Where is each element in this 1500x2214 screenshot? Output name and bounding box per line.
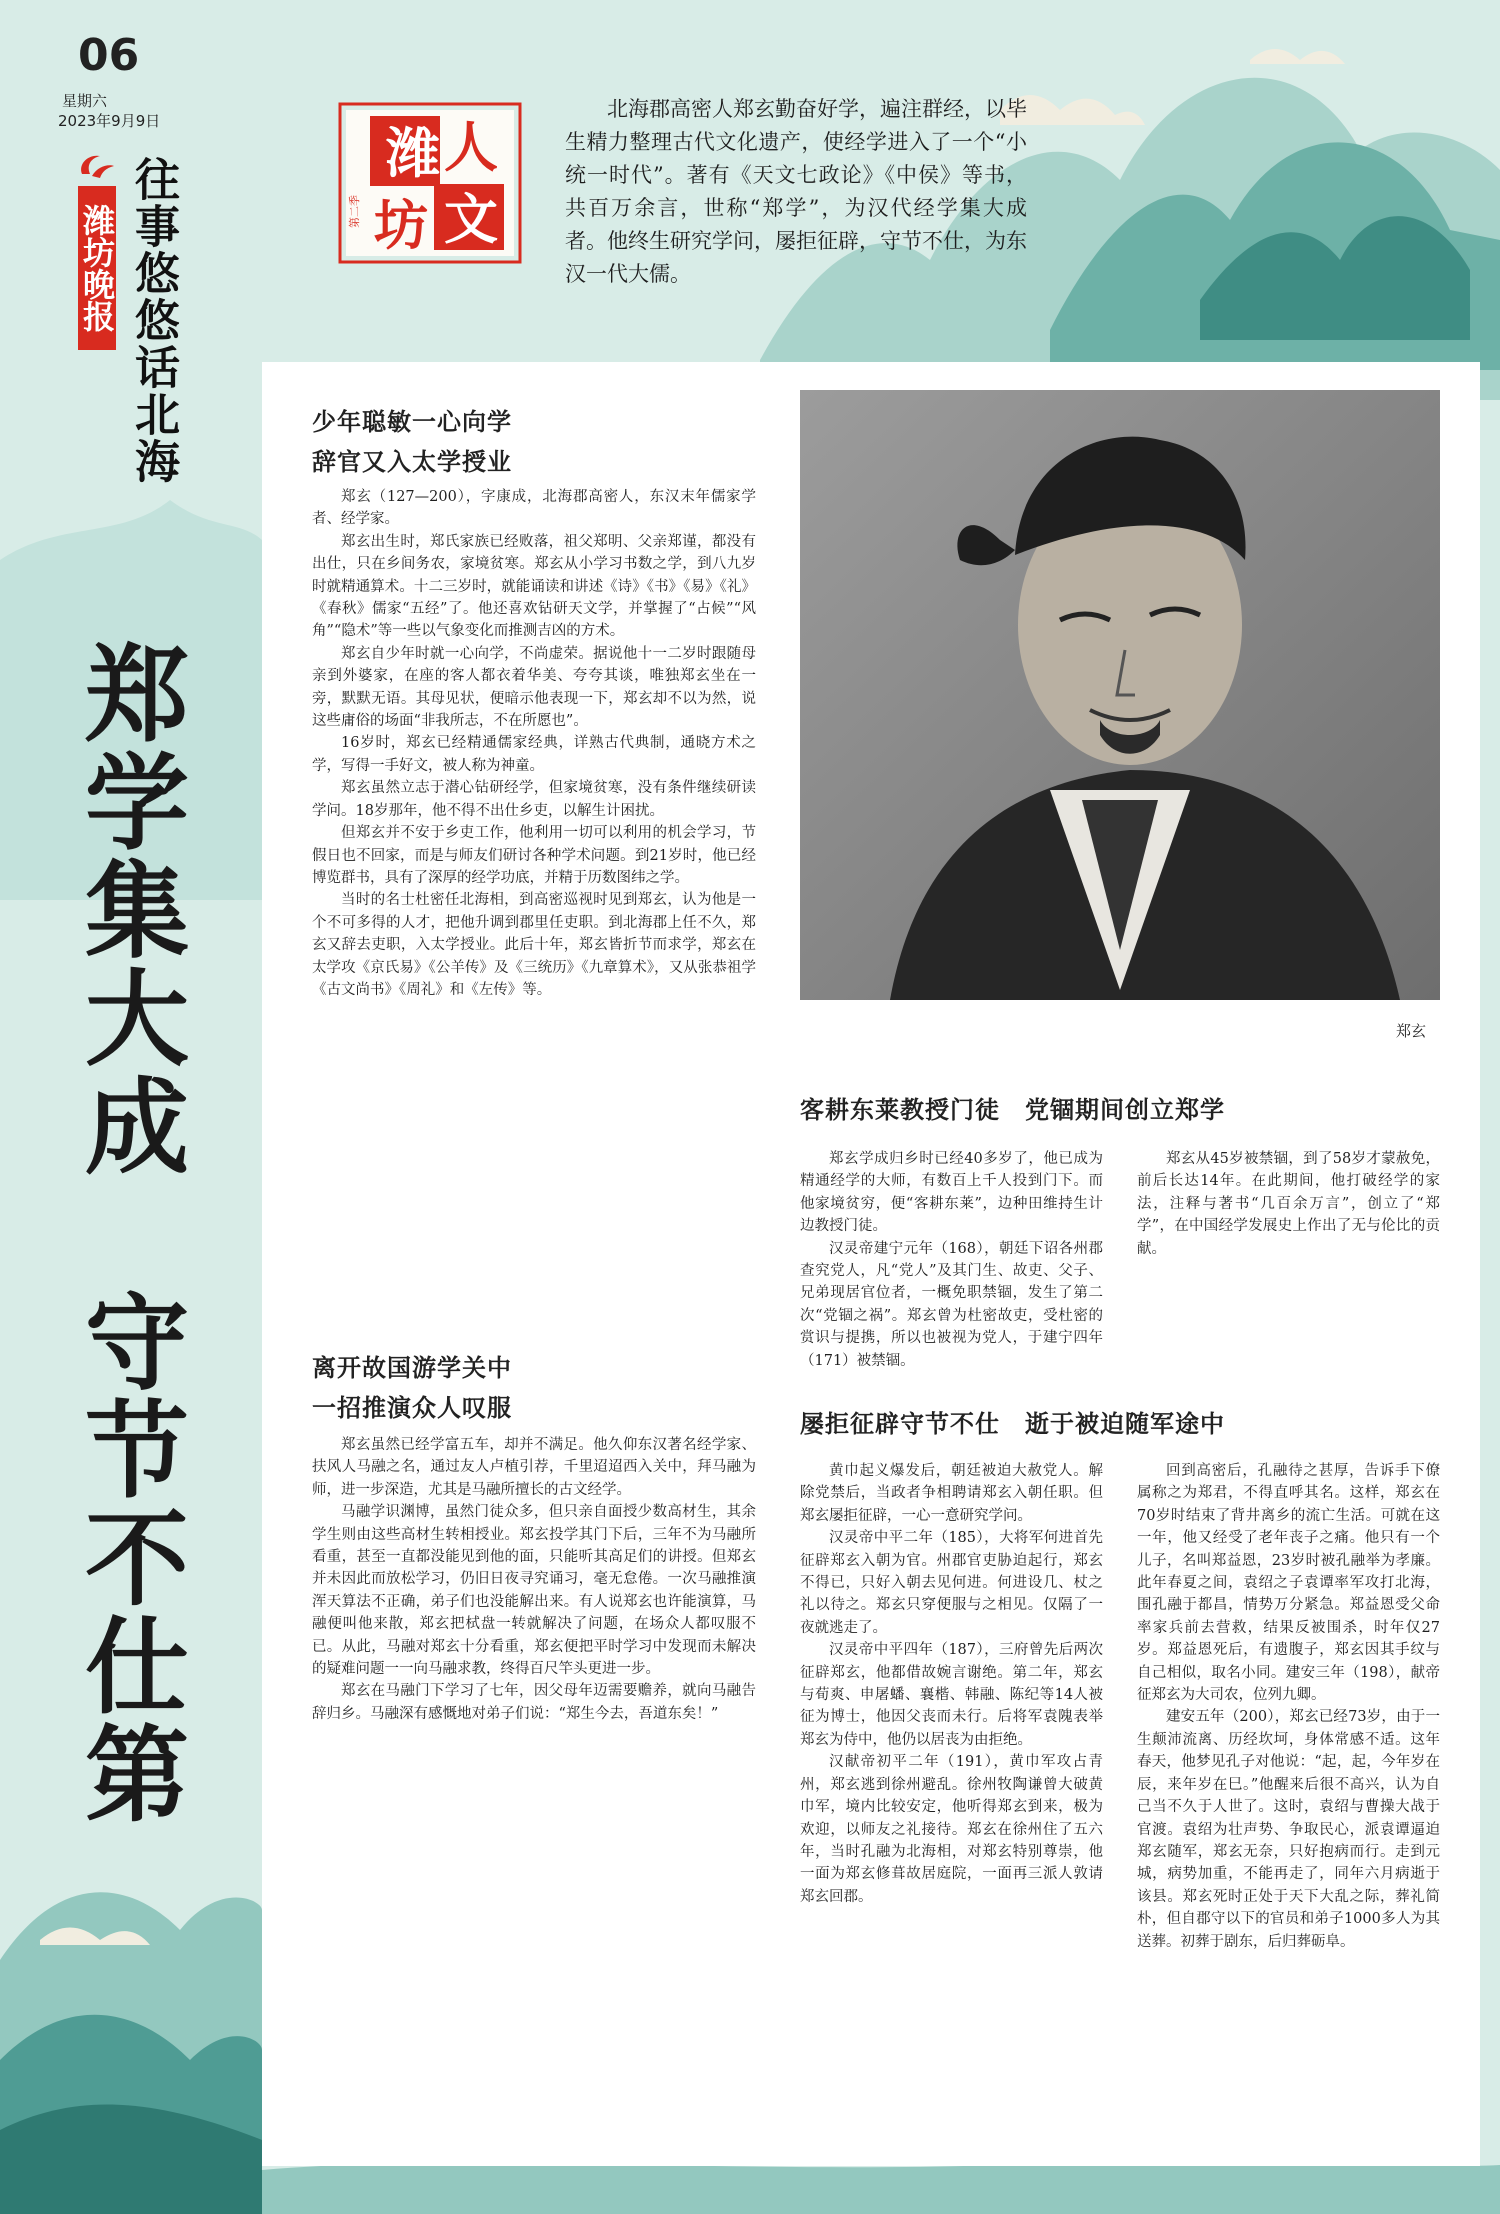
section1-title-line1: 少年聪敏一心向学: [312, 408, 512, 436]
paragraph: 汉灵帝中平四年（187），三府曾先后两次征辟郑玄，他都借故婉言谢绝。第二年，郑玄与荀爽、申屠蟠、襄楷、韩融、陈纪等14人被征为博士，他因父丧而未行。后将军袁隗表举郑玄为侍中，他仍以居丧为由拒绝。: [800, 1642, 1103, 1748]
paragraph: 黄巾起义爆发后，朝廷被迫大赦党人。解除党禁后，当政者争相聘请郑玄入朝任职。但郑玄屡拒征辟，一心一意研究学问。: [800, 1463, 1103, 1524]
paragraph: 回到高密后，孔融待之甚厚，告诉手下僚属称之为郑君，不得直呼其名。这样，郑玄在70岁时结束了背井离乡的流亡生活。可就在这一年，他又经受了老年丧子之痛。他只有一个儿子，名叫郑益恩，23岁时被孔融举为孝廉。此年春夏之间，袁绍之子袁谭率军攻打北海，围孔融于都昌，情势万分紧急。郑益恩受父命率家兵前去营救，结果反被围杀，时年仅27岁。郑益恩死后，有遗腹子，郑玄因其手纹与自己相似，取名小同。建安三年（198），献帝征郑玄为大司农，位列九卿。: [1137, 1463, 1440, 1704]
page-number: 06: [78, 30, 140, 81]
paragraph: 当时的名士杜密任北海相，到高密巡视时见到郑玄，认为他是一个不可多得的人才，把他升调到郡里任吏职。到北海郡上任不久，郑玄又辞去吏职，入太学授业。此后十年，郑玄皆折节而求学，郑玄在太学攻《京氏易》《公羊传》及《三统历》《九章算术》，又从张恭祖学《古文尚书》《周礼》和《左传》等。: [312, 892, 756, 998]
section1-body: [312, 486, 756, 1001]
section3-body-col2: [1137, 1148, 1440, 1260]
paragraph: 郑玄在马融门下学习了七年，因父母年迈需要赡养，就向马融告辞归乡。马融深有感慨地对弟子们说：“郑生今去，吾道东矣！”: [312, 1683, 756, 1722]
section4-title: 屡拒征辟守节不仕 逝于被迫随军途中: [800, 1410, 1225, 1438]
paragraph: 郑玄虽然立志于潜心钻研经学，但家境贫寒，没有条件继续研读学问。18岁那年，他不得不出仕乡吏，以解生计困扰。: [312, 780, 756, 819]
paragraph: 汉灵帝中平二年（185），大将军何进首先征辟郑玄入朝为官。州郡官吏胁迫起行，郑玄不得已，只好入朝去见何进。何进设几、杖之礼以待之。郑玄只穿便服与之相见。仅隔了一夜就逃走了。: [800, 1530, 1103, 1636]
paragraph: 郑玄从45岁被禁锢，到了58岁才蒙赦免，前后长达14年。在此期间，他打破经学的家法，注释与著书“几百余万言”，创立了“郑学”，在中国经学发展史上作出了无与伦比的贡献。: [1137, 1151, 1440, 1257]
seal-char: 潍: [386, 121, 440, 185]
column-title: 往事悠悠话北海: [127, 156, 180, 485]
newspaper-name: 潍坊晚报: [78, 186, 116, 350]
paragraph: 郑玄（127—200），字康成，北海郡高密人，东汉末年儒家学者、经学家。: [312, 489, 756, 528]
section1-title: [312, 402, 512, 482]
paragraph: 马融学识渊博，虽然门徒众多，但只亲自面授少数高材生，其余学生则由这些高材生转相授业。郑玄投学其门下后，三年不为马融所看重，甚至一直都没能见到他的面，只能听其高足们的讲授。但郑玄并未因此而放松学习，仍旧日夜寻究诵习，毫无怠倦。一次马融推演浑天算法不正确，弟子们也没能解出来。有人说郑玄也许能演算，马融便叫他来散，郑玄把栻盘一转就解决了问题，在场众人都叹服不已。从此，马融对郑玄十分看重，郑玄便把平时学习中发现而未解决的疑难问题一一向马融求教，终得百尺竿头更进一步。: [312, 1504, 756, 1678]
paragraph: 郑玄出生时，郑氏家族已经败落，祖父郑明、父亲郑谨，都没有出仕，只在乡间务农，家境贫寒。郑玄从小学习书数之学，到八九岁时就精通算术。十二三岁时，就能诵读和讲述《诗》《书》《易》《礼》《春秋》儒家“五经”了。他还喜欢钻研天文学，并掌握了“占候”“风角”“隐术”等一些以气象变化而推测吉凶的方术。: [312, 533, 756, 640]
portrait-image: [800, 390, 1440, 1000]
paragraph: 郑玄自少年时就一心向学，不尚虚荣。据说他十一二岁时跟随母亲到外婆家，在座的客人都衣着华美、夸夸其谈，唯独郑玄坐在一旁，默默无语。其母见状，便暗示他表现一下，郑玄却不以为然，说这些庸俗的场面“非我所志，不在所愿也”。: [312, 645, 756, 730]
section2-title-line2: 一招推演众人叹服: [312, 1394, 512, 1422]
weekday: 星期六: [62, 92, 108, 110]
paragraph: 建安五年（200），郑玄已经73岁，由于一生颠沛流离、历经坎坷，身体常感不适。这年春天，他梦见孔子对他说：“起，起，今年岁在辰，来年岁在巳。”他醒来后很不高兴，认为自己当不久于人世了。这时，袁绍与曹操大战于官渡。袁绍为壮声势、争取民心，派袁谭逼迫郑玄随军，郑玄无奈，只好抱病而行。走到元城，病势加重，不能再走了，同年六月病逝于该县。郑玄死时正处于天下大乱之际，葬礼简朴，但自郡守以下的官员和弟子1000多人为其送葬。初葬于剧东，后归葬砺阜。: [1137, 1709, 1440, 1950]
svg-text:文: 文: [444, 187, 498, 251]
svg-text:第二季: 第二季: [348, 195, 361, 228]
paragraph: 汉献帝初平二年（191），黄巾军攻占青州，郑玄逃到徐州避乱。徐州牧陶谦曾大破黄巾军，境内比较安定，他听得郑玄到来，极为欢迎，以师友之礼接待。郑玄在徐州住了五六年，当时孔融为北海相，对郑玄特别尊崇，他一面为郑玄修葺故居庭院，一面再三派人敦请郑玄回郡。: [800, 1754, 1103, 1905]
issue-date: 2023年9月9日: [58, 112, 161, 130]
page-headline: 郑学集大成 守节不仕第: [67, 640, 189, 1828]
section3-body-col1: [800, 1148, 1103, 1372]
photo-caption: 郑玄: [1396, 1022, 1427, 1040]
paragraph: 但郑玄并不安于乡吏工作，他利用一切可以利用的机会学习，节假日也不回家，而是与师友们研讨各种学术问题。到21岁时，他已经博览群书，具有了深厚的经学功底，并精于历数图纬之学。: [312, 825, 756, 886]
section1-title-line2: 辞官又入太学授业: [312, 448, 512, 476]
paragraph: 16岁时，郑玄已经精通儒家经典，详熟古代典制，通晓方术之学，写得一手好文，被人称为神童。: [312, 735, 756, 774]
paragraph: 郑玄虽然已经学富五车，却并不满足。他久仰东汉著名经学家、扶风人马融之名，通过友人卢植引荐，千里迢迢西入关中，拜马融为师，进一步深造，尤其是马融所擅长的古文经学。: [312, 1437, 756, 1498]
svg-text:人: 人: [444, 115, 498, 179]
section3-title: 客耕东莱教授门徒 党锢期间创立郑学: [800, 1096, 1225, 1124]
paragraph: 郑玄学成归乡时已经40多岁了，他已成为精通经学的大师，有数百上千人投到门下。而他家境贫穷，便“客耕东莱”，边种田维持生计边教授门徒。: [800, 1151, 1103, 1235]
section4-body-col2: [1137, 1460, 1440, 1953]
intro-paragraph: 北海郡高密人郑玄勤奋好学，遍注群经，以毕生精力整理古代文化遗产，使经学进入了一个“小统一时代”。著有《天文七政论》《中侯》等书，共百万余言，世称“郑学”，为汉代经学集大成者。他终生研究学问，屡拒征辟，守节不仕，为东汉一代大儒。: [565, 97, 1027, 286]
section2-title-line1: 离开故国游学关中: [312, 1354, 512, 1382]
zheng-xuan-portrait: [800, 390, 1440, 1000]
svg-text:坊: 坊: [374, 193, 428, 257]
section4-body-col1: [800, 1460, 1103, 1908]
section2-body: [312, 1434, 756, 1725]
newspaper-logo-icon: [76, 152, 116, 182]
paragraph: 汉灵帝建宁元年（168），朝廷下诏各州郡查究党人，凡“党人”及其门生、故吏、父子、兄弟现居官位者，一概免职禁锢，发生了第二次“党锢之祸”。郑玄曾为杜密故吏，受杜密的赏识与提携，所以也被视为党人，于建宁四年（171）被禁锢。: [800, 1240, 1103, 1369]
section2-title: [312, 1348, 512, 1428]
weifang-renwen-seal: [330, 98, 530, 268]
